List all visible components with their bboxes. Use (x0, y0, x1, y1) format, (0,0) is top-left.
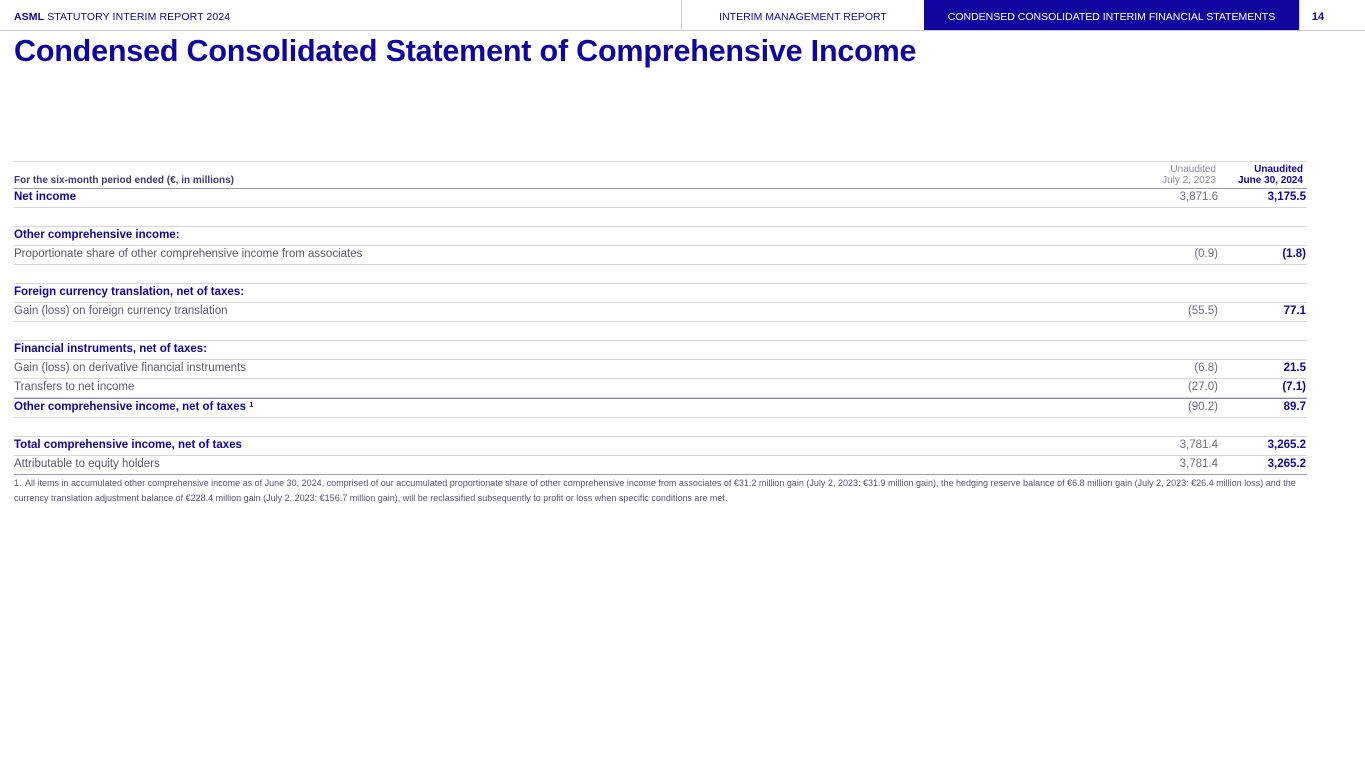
value-2024: (1.8) (1282, 248, 1306, 260)
report-title (14, 0, 230, 30)
value-2023: (90.2) (1187, 401, 1218, 413)
brand-logo-text: ASML (14, 11, 45, 23)
table-row-share-from-associates (14, 246, 1307, 265)
table-row-net-income (14, 189, 1307, 208)
column-header-2024-status: Unaudited (1254, 164, 1303, 175)
value-2024: 89.7 (1283, 401, 1306, 413)
table-section-other-comprehensive-income (14, 227, 1307, 246)
value-2024: 3,265.2 (1267, 439, 1306, 451)
report-header-bar (0, 0, 1365, 31)
value-2023: 3,781.4 (1179, 458, 1218, 470)
footnote-reference[interactable]: 1 (249, 400, 254, 409)
table-spacer-row (14, 322, 1307, 341)
footnote-text: All items in accumulated other comprehensive income as of June 30, 2024, comprised of our accumulated proportionate share of other comprehensive income from associates of €31.2 million gain (July 2, 2023: €31.9 million gain), the hedging reserve balance of €6.8 million gain (July 2, 2023: €26.4 million loss) and the currency translation adjustment balance of €228.4 million gain (July 2, 2023: €156.7 million gain), will be reclassified subsequently to profit or loss when specific conditions are met. (14, 478, 1296, 503)
table-row-total-comprehensive-income (14, 437, 1307, 456)
row-label: Proportionate share of other comprehensive income from associates (14, 248, 363, 260)
value-2023: 3,871.6 (1179, 191, 1218, 203)
tab-interim-management-report[interactable]: INTERIM MANAGEMENT REPORT (719, 11, 887, 23)
column-header-2023-date: July 2, 2023 (1162, 175, 1216, 186)
value-2023: (0.9) (1194, 248, 1218, 260)
column-header-2024-date: June 30, 2024 (1237, 175, 1303, 186)
table-row-attributable-to-equity-holders (14, 456, 1307, 475)
table-spacer-row (14, 265, 1307, 284)
column-header-2024 (1238, 164, 1303, 186)
comprehensive-income-table (14, 161, 1307, 475)
tab-financial-statements[interactable]: CONDENSED CONSOLIDATED INTERIM FINANCIAL STATEMENTS (924, 0, 1299, 30)
value-2024: 77.1 (1283, 305, 1306, 317)
row-label: Net income (14, 191, 76, 203)
row-label-text: Other comprehensive income, net of taxes (14, 401, 246, 413)
table-row-oci-net-of-taxes (14, 398, 1307, 418)
page-number: 14 (1311, 11, 1325, 23)
value-2023: (6.8) (1194, 362, 1218, 374)
report-title-text: STATUTORY INTERIM REPORT 2024 (47, 11, 231, 23)
section-heading: Foreign currency translation, net of taxes: (14, 286, 245, 298)
section-heading: Other comprehensive income: (14, 229, 180, 241)
page-title: Condensed Consolidated Statement of Comprehensive Income (14, 34, 917, 68)
value-2024: (7.1) (1282, 381, 1306, 393)
table-spacer-row (14, 208, 1307, 227)
row-label: Gain (loss) on derivative financial instruments (14, 362, 247, 374)
table-section-financial-instruments (14, 341, 1307, 360)
value-2023: (55.5) (1187, 305, 1218, 317)
table-spacer-row (14, 418, 1307, 437)
table-row-derivative-instruments (14, 360, 1307, 379)
period-header-label: For the six-month period ended (€, in millions) (14, 175, 235, 186)
row-label: Gain (loss) on foreign currency translation (14, 305, 228, 317)
footnote-number: 1. (14, 478, 22, 488)
value-2024: 21.5 (1283, 362, 1306, 374)
row-label: Total comprehensive income, net of taxes (14, 439, 242, 451)
row-label (14, 401, 253, 413)
footnote (14, 476, 1304, 506)
section-heading: Financial instruments, net of taxes: (14, 343, 207, 355)
row-label: Transfers to net income (14, 381, 135, 393)
table-section-foreign-currency (14, 284, 1307, 303)
column-header-2023 (1162, 164, 1216, 186)
row-label: Attributable to equity holders (14, 458, 160, 470)
table-header-row (14, 161, 1307, 189)
value-2023: (27.0) (1187, 381, 1218, 393)
value-2023: 3,781.4 (1179, 439, 1218, 451)
column-header-2023-status: Unaudited (1170, 164, 1216, 175)
table-row-foreign-currency-translation (14, 303, 1307, 322)
value-2024: 3,175.5 (1267, 191, 1306, 203)
table-row-transfers-to-net-income (14, 379, 1307, 398)
value-2024: 3,265.2 (1267, 458, 1306, 470)
